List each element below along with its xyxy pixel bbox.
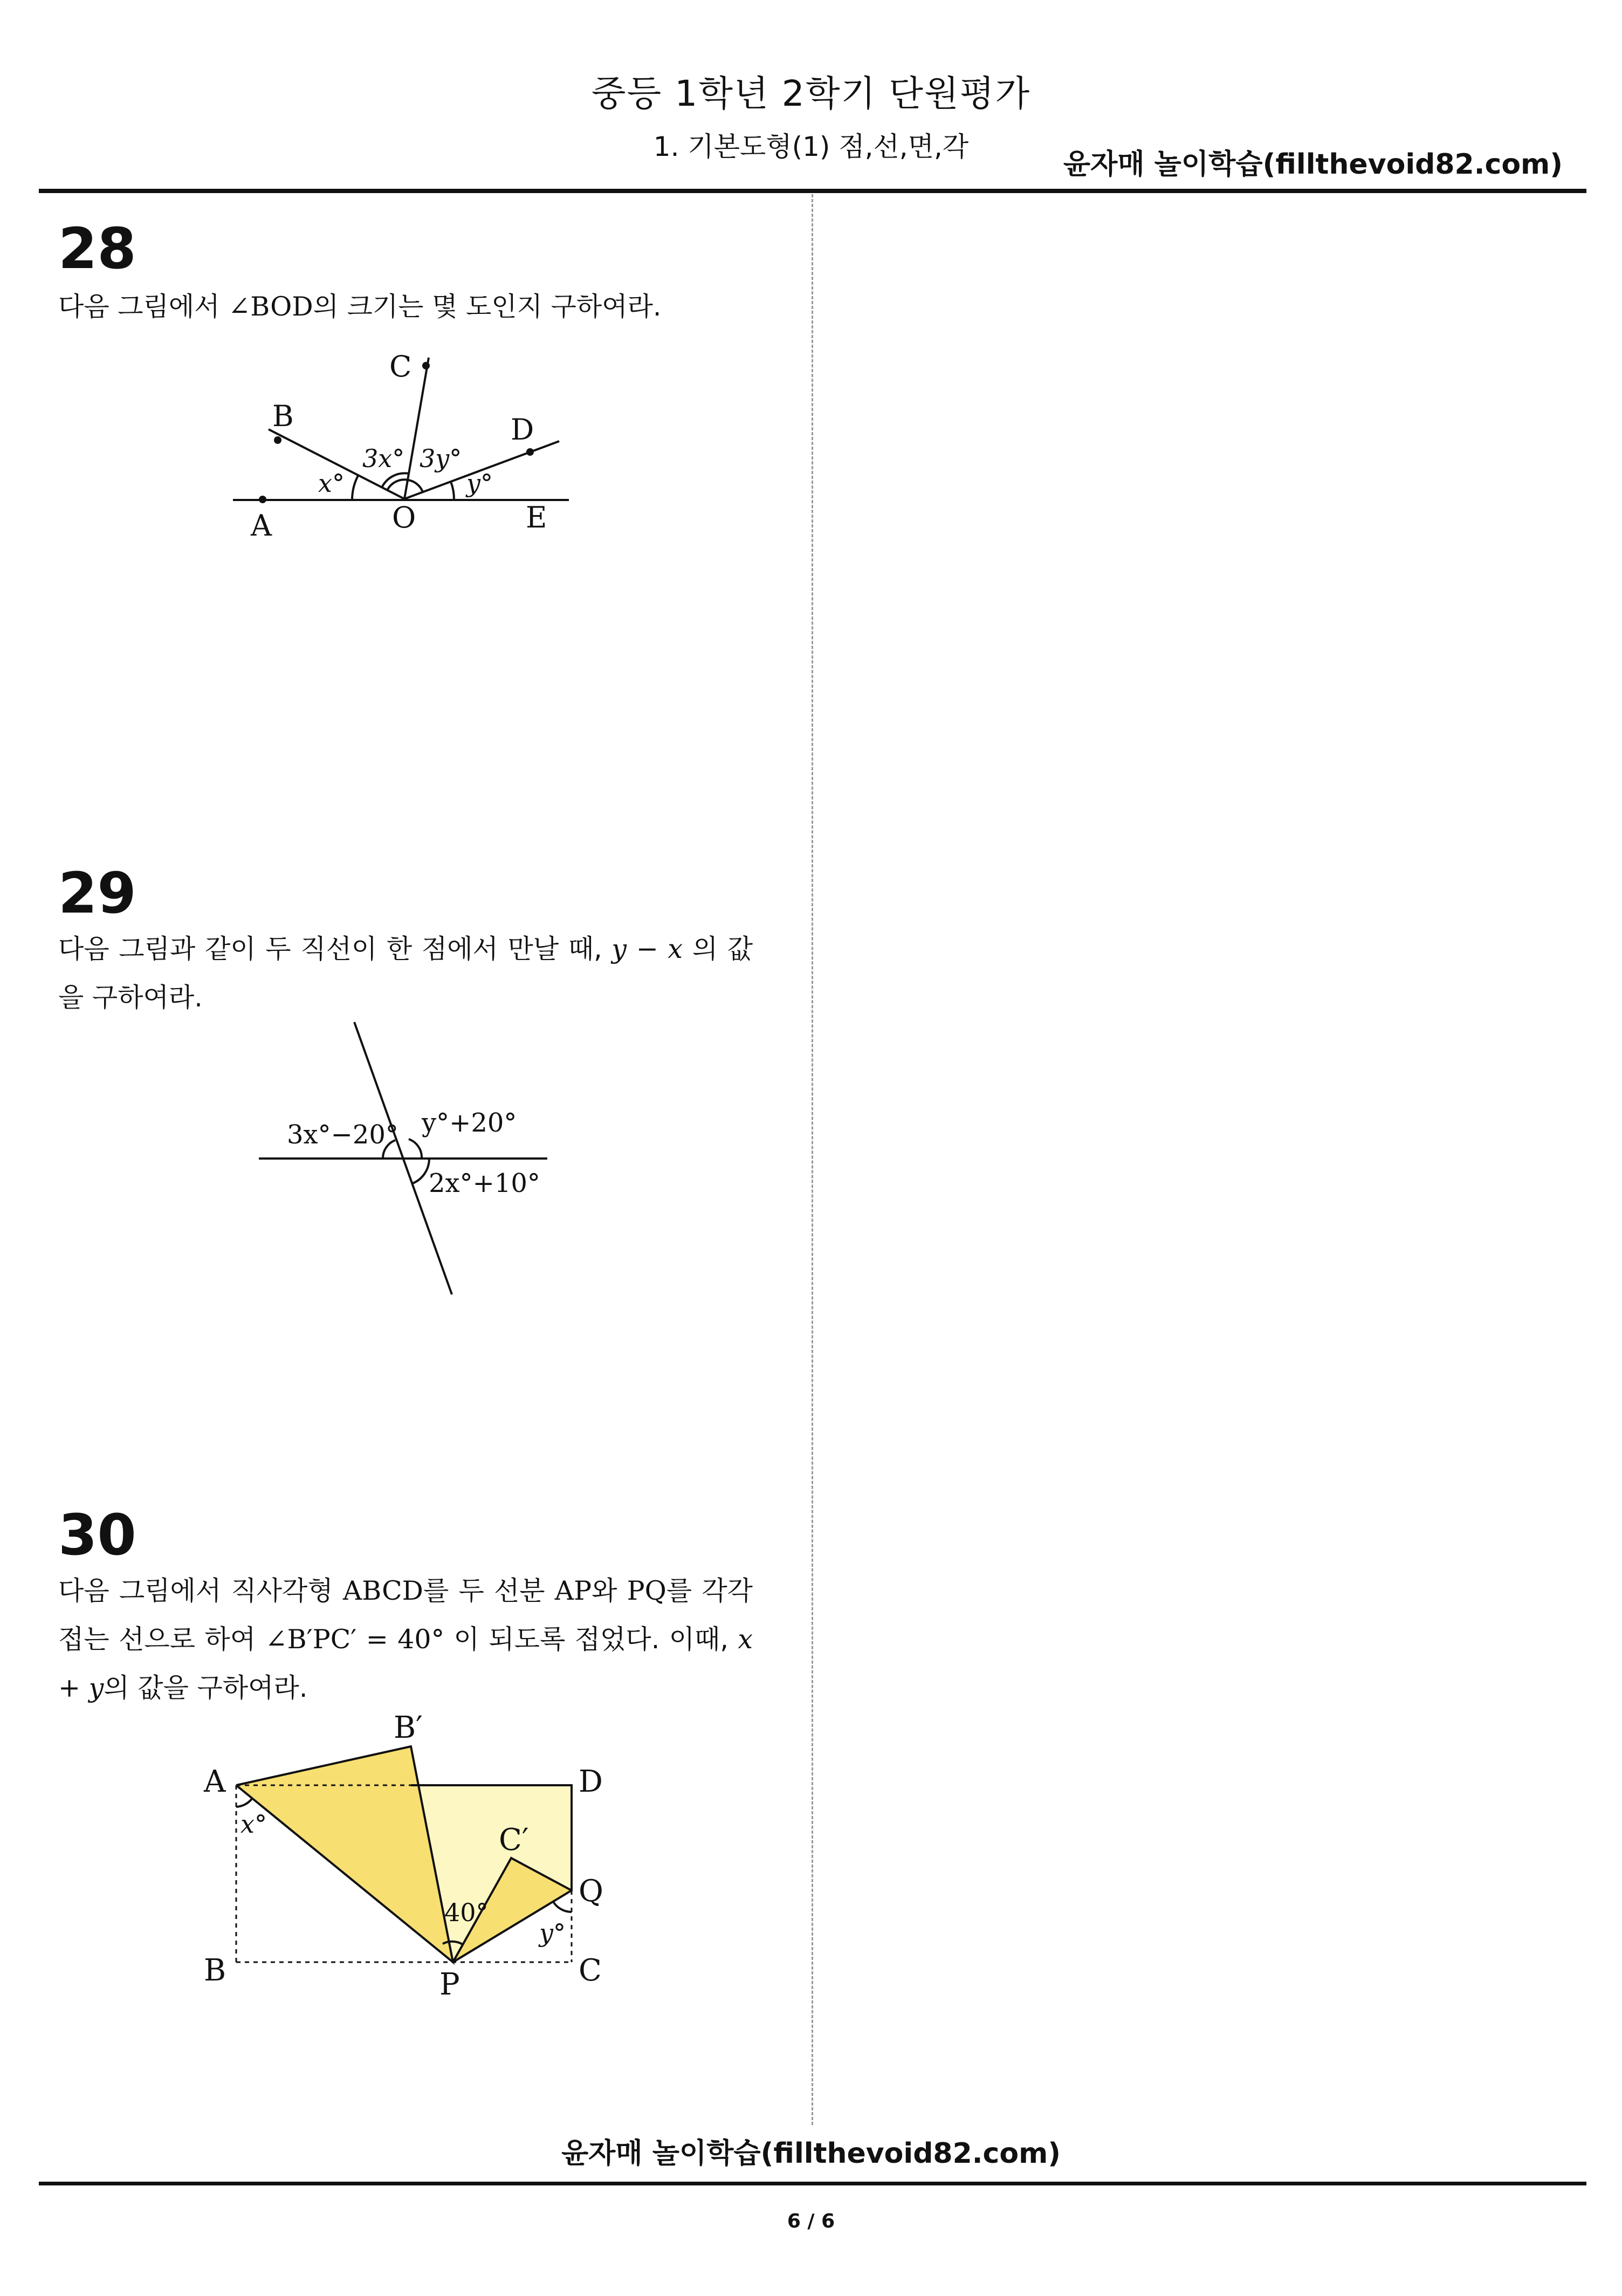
question-number-29: 29 <box>58 860 136 926</box>
q30-label-angle-40: 40° <box>444 1898 489 1927</box>
q28-text-pre: 다음 그림에서 <box>58 291 220 322</box>
q30-math-pq: PQ <box>627 1575 666 1606</box>
q30-label-angle-x: x° <box>240 1810 267 1839</box>
unit-subtitle: 1. 기본도형(1) 점,선,면,각 <box>653 131 969 162</box>
page-number: 6 / 6 <box>787 2210 835 2232</box>
q29-expression: y − x <box>611 934 683 964</box>
footer-rule <box>39 2182 1586 2185</box>
q30-math-sum: x + y <box>58 1624 753 1703</box>
q28-label-e: E <box>526 501 547 534</box>
q30-label-q: Q <box>579 1874 603 1909</box>
q28-label-b: B <box>272 399 294 433</box>
q30-arc-y <box>553 1902 572 1912</box>
q29-text-post: 의 값을 구하여라. <box>58 934 753 1013</box>
q30-math-ap: AP <box>554 1575 592 1606</box>
q28-label-d: D <box>511 413 534 447</box>
q30-label-angle-y: y° <box>539 1918 566 1948</box>
worksheet-title: 중등 1학년 2학기 단원평가 <box>591 73 1031 114</box>
q30-label-a: A <box>204 1764 226 1799</box>
q30-label-b-prime: B′ <box>394 1710 423 1745</box>
q30-text-6: 의 값을 구하여라. <box>104 1673 308 1703</box>
q28-label-o: O <box>392 501 416 534</box>
q30-label-p: P <box>439 1967 460 2002</box>
q30-text-1: 다음 그림에서 직사각형 <box>58 1575 333 1606</box>
question-number-30: 30 <box>58 1502 136 1568</box>
q28-text-post: 의 크기는 몇 도인지 구하여라. <box>313 291 662 322</box>
q28-angle-bod: ∠BOD <box>228 291 313 322</box>
q29-label-bottom: 2x°+10° <box>429 1168 540 1198</box>
q30-text-5: 이 되도록 접었다. 이때, <box>453 1624 728 1655</box>
brand-footer: 윤자매 놀이학습(fillthevoid82.com) <box>561 2137 1061 2170</box>
q28-angle-label-y: y° <box>466 469 493 498</box>
q28-angle-label-3x: 3x° <box>362 444 405 473</box>
q29-label-right: y°+20° <box>422 1108 517 1138</box>
q30-text-4: 를 각각 접는 선으로 하여 <box>58 1575 753 1655</box>
q30-label-d: D <box>579 1764 603 1799</box>
q30-math-abcd: ABCD <box>342 1575 423 1606</box>
q30-label-c-prime: C′ <box>499 1822 529 1858</box>
brand-header: 윤자매 놀이학습(fillthevoid82.com) <box>1063 148 1563 181</box>
q30-label-b: B <box>204 1953 226 1988</box>
q30-text-2: 를 두 선분 <box>423 1575 545 1606</box>
question-number-28: 28 <box>58 216 136 282</box>
q30-arc-x <box>236 1798 252 1807</box>
q29-label-left: 3x°−20° <box>287 1120 398 1150</box>
q30-text-3: 와 <box>592 1575 617 1606</box>
q28-label-a: A <box>251 509 272 543</box>
q30-math-angle: ∠B′PC′ = 40° <box>265 1624 445 1655</box>
q28-angle-label-x: x° <box>318 469 345 498</box>
q29-text-pre: 다음 그림과 같이 두 직선이 한 점에서 만날 때, <box>58 934 602 964</box>
q28-label-c: C <box>389 349 412 383</box>
q28-angle-label-3y: 3y° <box>420 444 462 473</box>
q30-label-c: C <box>579 1953 602 1988</box>
